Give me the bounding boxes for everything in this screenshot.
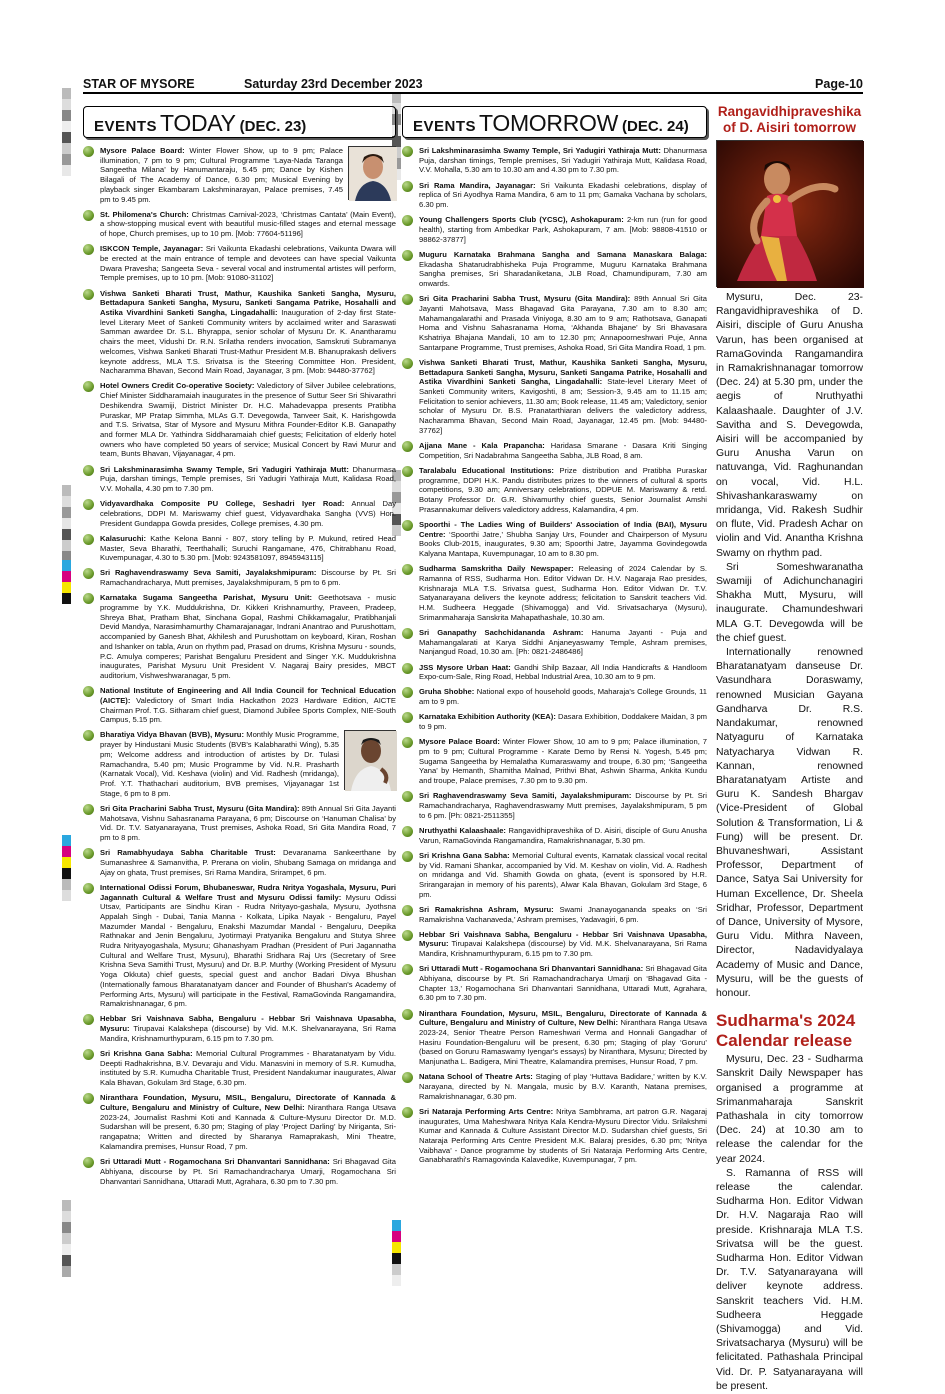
- events-tomorrow-heading: [402, 106, 707, 138]
- dancer-kishen-photo: [348, 146, 396, 200]
- right-column: [716, 104, 863, 1394]
- event-text: [419, 905, 707, 924]
- event-title: Spoorthi - The Ladies Wing of Builders' Association of India (BAI), Mysuru Centre:: [419, 519, 707, 539]
- event-text: [419, 441, 707, 460]
- paper-name: STAR OF MYSORE: [83, 77, 195, 91]
- registration-strip-left-cmyk: [62, 560, 71, 604]
- event-item: [402, 215, 707, 244]
- event-details: Haridasa Smarane - Dasara Kriti Singing Competition, Sri Nadabrahma Sangeetha Sabha, JLB Road, 8 am.: [419, 440, 707, 460]
- event-details: Ekadasha Shatarudrabhisheka Puja Programme, Muguru Karnataka Brahmana Sangha premises, Sri Sharadaniketana, JLB Road, Chamundipuram, 7.30 am onwards.: [419, 259, 707, 288]
- event-text: [419, 250, 707, 289]
- event-item: [402, 1072, 707, 1101]
- event-text: [419, 791, 707, 820]
- event-item: [83, 1014, 396, 1043]
- events-label: EVENTS: [94, 118, 158, 135]
- event-item: [402, 294, 707, 352]
- bullet-icon: [402, 663, 413, 674]
- event-title: National Institute of Engineering and All India Council for Technical Education (AICTE):: [100, 686, 396, 705]
- bullet-icon: [402, 1009, 413, 1020]
- event-item: [402, 358, 707, 436]
- event-item: [83, 1049, 396, 1088]
- bullet-icon: [83, 848, 94, 859]
- event-details: Winter Flower Show, up to 9 pm; Palace illumination, 7 pm to 9 pm; Cultural Programme ‘Laya-Nada Taranga Sangeetha Milana’ by Hanumantaraju, 5.45 pm; Dance by Kishen Bilagali of The Academy of Dance, 6.30 pm; Musical Evening by playback singer Ekambaram Lakshminarayan, Palace premises, 7.45 pm to 9.45 pm.: [100, 146, 343, 204]
- event-title: Vishwa Sanketi Bharati Trust, Mathur, Kaushika Sanketi Sangha, Mysuru, Bettadapura Sanketi Sangha, Mysuru, Sanketi Sangama Patrike, Hosahalli and Astika Vivardhini Sanketi Sangha, Lingadahalli:: [100, 288, 396, 318]
- event-text: [419, 1072, 707, 1101]
- event-details: Sri Vaikunta Ekadashi celebrations, Vaikunta Dwara will be erected at the main entrance of temple and devotees can have special Vaikunta Dwara Pravesha; Sangeeta Seva - several vocal and instrumental artistes will perform, Temple premises, up to 10 pm. [Mob: 91080-31102]: [100, 244, 396, 283]
- event-text: [100, 244, 396, 283]
- event-details: Rangavidhipraveshika of D. Aisiri, disciple of Guru Anusha Varun, RamaGovinda Rangamandira, Ramakrishnanagar, 5.30 pm.: [419, 825, 707, 845]
- event-item: [83, 210, 396, 239]
- event-text: [419, 294, 707, 352]
- event-item: [83, 381, 396, 459]
- event-details: Christmas Carnival-2023, ‘Christmas Cantata’ (Main Event), a show-stopping musical event with beautiful music-filled stages and eternal message of hope, Church premises, up to 10 pm. [Mob: 77604-51196]: [100, 209, 396, 239]
- event-item: [83, 146, 396, 204]
- event-title: St. Philomena's Church:: [100, 209, 189, 219]
- event-details: Niranthara Ranga Utsava 2023-24, Journalist Rashmi Koti and Kannada & Culture-Mysuru Director Dr. M.D. Sudarshan will be present, 6.30 pm; Staging of play ‘Project Darling’ by Niriganta, Sri-rangapatna; Written and directed by Sharanya Ramaprakash, Mini Theatre, Kalamandira premises, Hunsur Road, 7 pm.: [100, 1103, 397, 1151]
- bullet-icon: [402, 358, 413, 369]
- event-text: [419, 181, 707, 210]
- event-details: Discourse by Pt. Sri Ramachandracharya, Mutt premises, Jayalakshmipuram, 5 pm to 6 pm.: [100, 568, 396, 588]
- event-text: [419, 358, 707, 436]
- event-item: [402, 663, 707, 682]
- event-item: [402, 1107, 707, 1165]
- bullet-icon: [83, 465, 94, 476]
- event-item: [402, 791, 707, 820]
- event-text: [100, 1049, 396, 1088]
- event-text: [419, 826, 707, 845]
- event-details: Prize distribution and Pratibha Puraskar programme, DDPI H.K. Pandu distributes prizes to the winners of cultural & sports competitions, 9.30 am; Anniversary celebrations, DDPUE M. Mariswamy & retd. Botany Professor Dr. G.R. Shivamurthy chief guests, Senior Journalist Amshi Prasannakumar delivers valedictory address, Kalamandira, 4 pm.: [419, 465, 707, 514]
- event-title: Ajjana Mane - Kala Prapancha:: [419, 440, 545, 450]
- bullet-icon: [402, 1107, 413, 1118]
- event-details: State-level Literary Meet of Sanketi Community writers, Kavigoshti, 8 am; Session-3, 9.45 am to 11.15 am; Felicitation to senior achievers, 11.30 am; Book release, 11.45 am; Valedictory, senior scholar of Mysuru Dr. B.S. Pranatarthiaran delivers the valedictory address, Nacharamma Bhavan, Second Main Road, Jayanagar, 12.45 pm. [Mob: 94480-37762]: [419, 377, 708, 435]
- bullet-icon: [402, 250, 413, 261]
- event-item: [83, 289, 396, 376]
- event-details: National expo of household goods, Maharaja's College Grounds, 11 am to 9 pm.: [419, 687, 707, 707]
- event-text: [419, 564, 707, 622]
- event-text: [419, 712, 707, 731]
- bullet-icon: [83, 568, 94, 579]
- event-details: 89th Annual Sri Gita Jayanti Mahotsava, Vishnu Sahasranama Parayana, 6 pm; Discourse on ‘Hanuman Chalisa’ by Vid. Dr. T.V. Satyanarayana, Trust premises, Ashoka Road, Sri Gita Mandira Road, 7 pm to 8 pm.: [100, 803, 396, 842]
- event-text: [419, 520, 707, 559]
- events-label: EVENTS: [413, 118, 477, 135]
- bullet-icon: [402, 791, 413, 802]
- event-title: Mysore Palace Board:: [100, 146, 185, 155]
- event-text: [100, 883, 396, 1009]
- events-today-heading: [83, 106, 396, 138]
- bullet-icon: [83, 730, 94, 741]
- event-details: Dhanurmasa Puja, darshan timings, Temple premises, Sri Yadugiri Yathiraja Mutt, Kalidasa Road, V.V. Mohalla, 5.30 am to 10.30 am and 4.30 pm to 7.30 pm.: [419, 146, 707, 175]
- event-details: Dhanurmasa Puja, darshan timings, Temple premises, Sri Yadugiri Yathiraja Mutt, Kalidasa Road, V.V. Mohalla, 4.30 pm to 7.30 pm.: [100, 464, 396, 493]
- event-text: [419, 930, 707, 959]
- event-details: Memorial Cultural events, Karnatak classical vocal recital by Vid. Ramani Shankar, accompanied by Vid. M. Keshav on violin, Vid. A. Radhesh on mridanga and Vid. Shamith Gowda on ghata, (event is sponsored by H.R. Srirangarajan in memory of his parents), Alwar Kala Bhavan, Gokulam 3rd Stage, 6 pm.: [419, 850, 708, 899]
- event-text: [419, 687, 707, 706]
- event-text: [419, 737, 707, 786]
- event-title: Karnataka Exhibition Authority (KEA):: [419, 712, 556, 722]
- event-item: [83, 1157, 396, 1186]
- event-title: Natana School of Theatre Arts:: [419, 1072, 533, 1082]
- bullet-icon: [402, 930, 413, 941]
- sudharma-title: Sudharma's 2024 Calendar release: [716, 1011, 856, 1051]
- event-title: Niranthara Foundation, Mysuru, MSIL, Bengaluru, Directorate of Kannada & Culture, Bengaluru and Ministry of Culture, New Delhi:: [100, 1093, 396, 1113]
- event-details: Hanuma Jayanti - Puja and Mahamangalarati at Karya Siddhi Anjaneyaswamy Temple, Ashram premises, Nanjangud Road, 10.30 am. [Ph: 0821-2486486]: [419, 627, 707, 657]
- bullet-icon: [83, 1014, 94, 1025]
- bullet-icon: [83, 210, 94, 221]
- article-paragraph: Internationally renowned Bharatanatyam danseuse Dr. Vasundhara Doraswamy, renowned Musician Gayana Gandharva Dr. R.S. Nandakumar, renowned Natyaguru of Karnataka Natyacharya Vidwan R. Kannan, renowned Bharatanatyam Artiste and Guru K. Sandesh Bhargav (Vice-President of Global Solution & Transformation, Li & Fung) will be present. Dr. Bhuvaneshwari, Assistant Professor, Department of Dance, Satya Sai University for Human Excellence, Dr. Sheela Sridhar, Professor, Department of Dance, University of Mysore, Guru Vidu. Mithra Naveen, Director, Nadavidyalaya Academy of Music and Dance, Mysuru, will be the guests of honour.: [716, 647, 863, 999]
- article-paragraph: S. Ramanna of RSS will release the calendar. Sudharma Hon. Editor Vidwan Dr. H.V. Nagaraja Rao will preside. Krishnaraja MLA T.S. Srivatsa will be the guest. Sudharma Hon. Editor Vidwan Dr. T.V. Satyanarayana will deliver keynote address. Sanskrit teachers Vid. H.M. Sudheera Heggade (Shivamogga) and Vid. Srivatsacharya (Mysuru) will be felicitated. Pathashala Principal Vid. Dr. P. Satyanarayana will be present.: [716, 1167, 863, 1392]
- dancer-photo: [716, 140, 863, 287]
- event-text: [100, 686, 396, 725]
- event-details: Sri Bhagavad Gita Abhiyana, discourse by Pt. Sri Ramachandracharya Umarji, Rogamochana Sri Dhanvantari Sannidhana, Uttaradi Mutt, Agrahara, 6.30 pm to 7.30 pm.: [100, 1157, 396, 1186]
- event-text: [419, 663, 707, 682]
- bullet-icon: [402, 737, 413, 748]
- event-item: [83, 730, 396, 798]
- bullet-icon: [402, 628, 413, 639]
- tomorrow-date-label: (DEC. 24): [622, 118, 689, 135]
- event-text: [419, 215, 707, 244]
- event-item: [402, 441, 707, 460]
- bullet-icon: [402, 964, 413, 975]
- events-today-column: [83, 106, 396, 1192]
- event-text: [100, 146, 396, 204]
- event-details: Niranthara Ranga Utsava 2023-24, Senior Theatre Person Rameshwari Verma and Honnali Gangadhar of Hasiru Foundation-Bengaluru will be present, 6.30 pm; Staging of play ‘Goruru’ (based on Goruru Ramaswamy Iyengar's essays) by Niranthara, Mysuru; Directed by Manjunatha L. Badigera, Mini Theatre, Kalamandira premises, Hunsur Road, 7 pm.: [419, 1018, 708, 1067]
- bullet-icon: [402, 215, 413, 226]
- event-item: [402, 466, 707, 515]
- event-text: [419, 146, 707, 175]
- event-details: Sri Bhagavad Gita Abhiyana, discourse by Pt. Sri Ramachandracharya Umarji on ‘Bhagavad Gita - Chapter 13,’ Rogamochana Sri Dhanvantari Sannidhana, Uttaradi Mutt, Agrahara, 6.30 pm to 7.30 pm.: [419, 964, 707, 1003]
- event-details: Mysuru Odissi Utsav, Participants are Sindhu Kiran - Rudra Nrityayo-gashala, Mysuru, Jyothsna Appalah Singh - Dubai, Tania Manna - Kolkata, Lipika Nayak - Bengaluru, Payel Mazumder Mandal - Bengaluru, Enakshi Mazumdar Mandal - Bengaluru, Deepika Rathnakar and Jenin Bengaluru, Jyotirmayi Pratyanika Bengaluru and Stutya Shree Rudra Nrityayogashala, Mysuru; Ghanashyam Pradhan (President of Puri Jagannatha Cultural and Welfare Trust, Mysuru), Bharathi Sridhara Raj Urs (Secretary of Sree Krishna Seva Samithi Trust, Mysuru) and Dr. B.P. Murthy (Working President of Mysuru Yoga Okkuta) chief guests, special guest and anchor Badari Divya Bhushan (Internationally famous Bharatanatyam dancer and Founder of Bhushan's Academy of Performing Arts, Mysuru) will participate in the Festival, RamaGovinda Rangamandira, Ramakrishnanagar, 6 pm.: [100, 892, 397, 1009]
- event-title: Muguru Karnataka Brahmana Sangha and Samana Manaskara Balaga:: [419, 249, 707, 259]
- event-text: [419, 628, 707, 657]
- event-item: [402, 1009, 707, 1067]
- registration-strip-left-bottom: [62, 1200, 71, 1277]
- bullet-icon: [402, 520, 413, 531]
- event-text: [419, 466, 707, 515]
- event-title: Sri Gita Pracharini Sabha Trust, Mysuru (Gita Mandira):: [100, 803, 300, 813]
- event-text: [100, 593, 396, 680]
- event-item: [83, 465, 396, 494]
- event-title: Karnataka Sugama Sangeetha Parishat, Mysuru Unit:: [100, 593, 312, 603]
- event-item: [402, 905, 707, 924]
- bullet-icon: [83, 883, 94, 894]
- bullet-icon: [402, 712, 413, 723]
- bullet-icon: [402, 905, 413, 916]
- event-title: JSS Mysore Urban Haat:: [419, 662, 511, 672]
- event-title: Sri Lakshminarasimha Swamy Temple, Sri Yadugiri Yathiraja Mutt:: [419, 146, 661, 155]
- event-details: Memorial Cultural Programmes - Bharatanatyam by Vidu. Deepti Radhakrishna, B.V. Devaraju and Vidu. Manasvini in memory of S.R. Kumudha, instituted by S.R. Kumudha Charitable Trust, President Nandakumar inaugurates, Alwar Kala Bhavan, Gokulam 3rd Stage, 6.30 pm.: [100, 1049, 397, 1088]
- event-item: [402, 964, 707, 1003]
- event-title: Sudharma Samskritha Daily Newspaper:: [419, 564, 574, 574]
- event-title: International Odissi Forum, Bhubaneswar, Rudra Nritya Yogashala, Mysuru, Puri Jagannath Cultural & Welfare Trust and Mysuru Odissi family:: [100, 882, 396, 902]
- page-number: Page-10: [815, 77, 863, 91]
- event-title: Sri Ramakrishna Ashram, Mysuru:: [419, 904, 554, 914]
- bullet-icon: [83, 499, 94, 510]
- event-item: [83, 244, 396, 283]
- event-title: Sri Krishna Gana Sabha:: [100, 1049, 193, 1059]
- event-text: [100, 381, 396, 459]
- event-details: Tirupavai Kalakshepa (discourse) by Vid. M.K. Shelvanarayana, Sri Rama Mandira, Krishnamurthypuram, 6.15 pm to 7.30 pm.: [419, 939, 707, 959]
- tomorrow-label: TOMORROW: [479, 110, 619, 136]
- event-title: Hebbar Sri Vaishnava Sabha, Bengaluru - Hebbar Sri Vaishnava Upasabha, Mysuru:: [100, 1014, 396, 1034]
- event-title: Sri Nataraja Performing Arts Centre:: [419, 1106, 554, 1116]
- event-details: Gandhi Shilp Bazaar, All India Handicrafts & Handloom Expo-cum-Sale, Ring Road, Hebbal Industrial Area, 10.30 am to 9 pm.: [419, 662, 707, 682]
- event-title: Sri Ganapathy Sachchidananda Ashram:: [419, 627, 584, 637]
- event-title: Kalasuruchi:: [100, 533, 146, 543]
- event-item: [402, 181, 707, 210]
- event-item: [402, 737, 707, 786]
- event-details: 2-km run (run for good health), starting from Ambedkar Park, Ashokapuram, 7 am. [Mob: 98808-41510 or 98862-37877]: [419, 215, 707, 244]
- bullet-icon: [402, 294, 413, 305]
- bullet-icon: [83, 686, 94, 697]
- event-title: Hotel Owners Credit Co-operative Society:: [100, 381, 255, 391]
- event-title: Hebbar Sri Vaishnava Sabha, Bengaluru - Hebbar Sri Vaishnava Upasabha, Mysuru:: [419, 929, 707, 949]
- event-item: [402, 851, 707, 900]
- event-title: Vidyavardhaka Composite PU College, Seshadri Iyer Road:: [100, 499, 345, 509]
- registration-strip-left-top: [62, 88, 71, 176]
- event-text: [419, 964, 707, 1003]
- event-item: [402, 628, 707, 657]
- event-details: Dasara Exhibition, Doddakere Maidan, 3 pm to 9 pm.: [419, 712, 707, 732]
- bullet-icon: [402, 181, 413, 192]
- event-title: Sri Gita Pracharini Sabha Trust, Mysuru (Gita Mandira):: [419, 294, 631, 304]
- event-item: [402, 687, 707, 706]
- event-details: Releasing of 2024 Calendar by S. Ramanna of RSS, Sudharma Hon. Editor Vidwan Dr. H.V. Nagaraja Rao presides, Krishnaraja MLA T.S. Srivatsa guest, Sudharma Hon. Editor Vidwan Dr. T.V. Satyanarayana delivers the keynote address; felicitation to Sanskrit teachers Vid. H.M. Sudheera Heggade (Shivamogga) and Vid. Srivatsacharya (Mysuru), Srimanmaharaja Sanskrita Mahapathashale, 10.30 am.: [419, 564, 707, 622]
- musician-prasharth-photo: [344, 730, 396, 790]
- event-title: Sri Uttaradi Mutt - Rogamochana Sri Dhanvantari Sannidhana:: [419, 964, 644, 974]
- event-item: [402, 564, 707, 622]
- event-item: [402, 826, 707, 845]
- bullet-icon: [402, 146, 413, 157]
- event-item: [83, 534, 396, 563]
- event-title: Sri Uttaradi Mutt - Rogamochana Sri Dhanvantari Sannidhana:: [100, 1157, 330, 1167]
- event-text: [419, 851, 707, 900]
- event-text: [100, 848, 396, 877]
- event-text: [100, 534, 396, 563]
- event-title: Young Challengers Sports Club (YCSC), Ashokapuram:: [419, 215, 624, 225]
- registration-strip-left-low: [62, 835, 71, 901]
- event-item: [83, 1093, 396, 1151]
- event-title: Niranthara Foundation, Mysuru, MSIL, Bengaluru, Directorate of Kannada & Culture, Bengaluru and Ministry of Culture, New Delhi:: [419, 1008, 707, 1028]
- bullet-icon: [83, 1049, 94, 1060]
- event-text: [419, 1009, 707, 1067]
- event-text: [100, 289, 396, 376]
- event-item: [83, 593, 396, 680]
- event-details: Tirupavai Kalakshepa (discourse) by Vid. M.K. Shelvanarayana, Sri Rama Mandira, Krishnamurthypuram, 6.15 pm to 7.30 pm.: [100, 1024, 396, 1043]
- event-details: Winter Flower Show, 10 am to 9 pm; Palace illumination, 7 pm to 9 pm; Cultural Programme - Karate Demo by Rensi N. Yogesh, 5.45 pm; Sugama Sangeetha by Hemalatha Kumaraswamy and troupe, 6.30 pm; ‘Sangeetha Yana’ by Hemanth, Shamitha Malnad, Prithvi Bhat, Ashwin Sharma, Ankita Kundu and troupe, Palace premises, 7.30 pm to 9.30 pm.: [419, 737, 707, 786]
- event-details: ‘Spoorthi Jatre,’ Shubha Sanjay Urs, Founder and Chairperson of Mysuru Books Club-2015, inaugurates, 9.30 am; Spoorthi Jatre, Jayamma Govindegowda Kalyana Mantapa, Kuvempunagar, 10 am to 8.30 pm.: [419, 529, 707, 559]
- bullet-icon: [402, 826, 413, 837]
- event-item: [402, 930, 707, 959]
- event-title: Bharatiya Vidya Bhavan (BVB), Mysuru:: [100, 730, 244, 740]
- event-title: Sri Raghavendraswamy Seva Samiti, Jayalakshmipuram:: [100, 568, 317, 578]
- event-details: Sri Vaikunta Ekadashi celebrations, display of replica of Sri Ayodhya Rama Mandira, 6 am to 11 pm; Gamaka Vachana by scholars, 6.30 pm.: [419, 180, 707, 210]
- sudharma-article-body: [716, 1053, 863, 1394]
- event-text: [100, 1014, 396, 1043]
- event-text: [100, 568, 396, 587]
- event-item: [83, 499, 396, 528]
- event-item: [402, 520, 707, 559]
- bullet-icon: [83, 804, 94, 815]
- event-details: Geethotsava - music programme by Y.K. Muddukrishna, Dr. Kikkeri Krishnamurthy, Praveen, Pradeep, Shreya Bhat, Pratham Bhat, Sinchana Gopal, Rashmi Chikkamagalur, Pratibhanjali Devid Mandya, Narasimhamurthy Chamarajanagar, Indrani Anantrao and Purushottam, accompanied by Ganesh Bhat, Akhilesh and Purushottam on keyboard, Kiran, Roshan and Ishanker on tabla, Arun on rhythm pad, Prasad on drums, Krishna Mysuru - sounds, P.C. Amulya comperes; Parishat Bengaluru President and Singer Y.K. Muddukrishna inaugurates, Parishat Mysuru Unit President V. Nagaraj Bairy presides, MBCT auditorium, Vishweshwaranagar, 5 pm.: [100, 593, 396, 680]
- article-paragraph: Mysuru, Dec. 23 - Sudharma Sanskrit Daily Newspaper has organised a programme at Srimanmaharaja Sanskrit Pathashala in city tomorrow (Dec. 24) at 10.30 am to release the calendar for the year 2024.: [716, 1054, 863, 1165]
- event-details: Annual Day celebrations, DDPI M. Mariswamy chief guest, Vidyavardhaka Sangha (VVS) Hon. President Gundappa Gowda presides, College premises, 4.30 pm.: [100, 499, 396, 528]
- bullet-icon: [83, 289, 94, 300]
- event-item: [402, 712, 707, 731]
- today-label: TODAY: [160, 110, 236, 136]
- events-today-list: [83, 146, 396, 1186]
- event-details: 89th Annual Sri Gita Jayanti Mahotsava, Mass Bhagavad Gita Parayana, 7.30 am to 8.30 am; Mahamangalarathi and Prasada Viniyoga, 8.30 am to 9 am; Rathotsava, Ganapati Homa and Vishnu Sahasranama Homa, ‘Akhanda Bhajane’ by Sri Bhavasara Kshatriya Bhajana Mandali, 10 am to 12.30 pm; Annapoorneshwari Puje, Anna Santarpane Programme, Trust premises, Ashoka Road, Sri Gita Mandira Road, 1 pm.: [419, 294, 707, 352]
- bullet-icon: [402, 851, 413, 862]
- article-paragraph: Sri Someshwaranatha Swamiji of Adichunchanagiri Shakha Mutt, Mysuru, will inaugurate. Chamundeshwari MLA G.T. Devegowda will be the chief guest.: [716, 561, 863, 644]
- bullet-icon: [83, 1093, 94, 1104]
- event-text: [100, 465, 396, 494]
- event-item: [83, 883, 396, 1009]
- event-item: [83, 848, 396, 877]
- dance-article-body: [716, 291, 863, 1001]
- event-title: Gruha Shobhe:: [419, 687, 475, 697]
- events-tomorrow-list: [402, 146, 707, 1165]
- event-text: [100, 804, 396, 843]
- event-text: [100, 730, 396, 798]
- dance-article-title: Rangavidhipraveshika of D. Aisiri tomorrow: [717, 104, 862, 135]
- bullet-icon: [83, 534, 94, 545]
- event-details: Discourse by Pt. Sri Ramachandracharya, Raghavendraswamy Mutt premises, Jayalakshmipuram, 5 pm to 6 pm. [Ph: 0821-2511355]: [419, 791, 707, 820]
- bullet-icon: [83, 244, 94, 255]
- registration-strip-mid-cmyk: [392, 1220, 401, 1286]
- issue-date: Saturday 23rd December 2023: [244, 77, 423, 91]
- bullet-icon: [402, 1072, 413, 1083]
- event-details: Swami Jnanayogananda speaks on ‘Sri Ramakrishna Vachanaveda,’ Ashram premises, Yadavagiri, 6 pm.: [419, 904, 707, 924]
- events-tomorrow-column: [402, 106, 707, 1171]
- event-item: [83, 804, 396, 843]
- event-title: Sri Lakshminarasimha Swamy Temple, Sri Yadugiri Yathiraja Mutt:: [100, 464, 349, 474]
- event-details: Nritya Sambhrama, art patron G.R. Nagaraj inaugurates, Uma Maheshwara Nritya Kala Kendra-Mysuru Director Vidu. Srilakshmi Kumar and Kannada & Culture Assistant Director M.D. Sudarshan chief guests, Sri Nataraja Performing Arts Centre President M.K. Balaraj presides, 6.30 pm; ‘Nritya Vaibhava’ - Dance programme by students of Sri Nataraja Performing Arts Centre, Ganabharathi's Ramagovinda Kalavedike, Kuvempunagar, 7 pm.: [419, 1106, 707, 1165]
- event-item: [83, 568, 396, 587]
- event-text: [100, 1157, 396, 1186]
- event-title: Sri Raghavendraswamy Seva Samiti, Jayalakshmipuram:: [419, 791, 632, 801]
- bullet-icon: [402, 564, 413, 575]
- event-title: Sri Rama Mandira, Jayanagar:: [419, 180, 536, 190]
- bullet-icon: [83, 381, 94, 392]
- bullet-icon: [402, 441, 413, 452]
- event-title: Mysore Palace Board:: [419, 737, 500, 747]
- event-item: [402, 250, 707, 289]
- event-details: Staging of play ‘Huttava Badidare,’ written by K.V. Narayana, directed by N. Mangala, music by B.V. Karanth, Natana premises, Ramakrishnanagar, 6.30 pm.: [419, 1072, 707, 1101]
- event-title: Nruthyathi Kalaashaale:: [419, 825, 506, 835]
- bullet-icon: [83, 1157, 94, 1168]
- article-paragraph: Mysuru, Dec. 23- Rangavidhipraveshika of D. Aisiri, disciple of Guru Anusha Varun, has been organised at RamaGovinda Rangamandira in Ramakrishnanagar tomorrow (Dec. 24) at 5.30 pm, under the aegis of Nruthyathi Kalaashaale. Daughter of J.V. Savitha and S. Devegowda, Aisiri will be accompanied by Guru Anusha Varun on natuvanga, Vid. Raghunandan on vocal, Vid. H.L. Shivashankaraswamy on mridanga, Vid. Rakesh Sudhir on flute, Vid. Pradesh Achar on violin and Vid. Anantha Krishna Swamy on rhythm pad.: [716, 292, 863, 559]
- masthead: [83, 76, 863, 94]
- today-date-label: (DEC. 23): [239, 118, 307, 135]
- event-text: [100, 210, 396, 239]
- event-item: [402, 146, 707, 175]
- event-title: Taralabalu Educational Institutions:: [419, 465, 554, 475]
- event-text: [100, 1093, 396, 1151]
- event-text: [419, 1107, 707, 1165]
- event-details: Monthly Music Programme, prayer by Hindustani Music Students (BVB's Kalabharathi Wing), 5.35 pm; Welcome address and introduction of artistes by Dr. Tulasi Ramachandra, 5.40 pm; Music Programme by Vid. N.R. Prasharth (Karnatak Vocal), Vid. Keshava (violin) and Vid. Radhesh (mridanga), Prof. Y.T. Thathachari auditorium, BVB premises, Vijayanagar 1st Stage, 6 pm to 8 pm.: [100, 730, 339, 798]
- event-details: Valedictory of Silver Jubilee celebrations, Chief Minister Siddharamaiah inaugurates in the presence of Suttur Seer Sri Shivarathri Deshikendra Swamiji, District Minister Dr. H.C. Mahadevappa presents Pratibha Puraskar, MP Pratap Simmha, MLAs G.T. Devegowda, Tanveer Sait, K. Harishgowda and T.S. Srivatsa, Star of Mysore and Mysuru Mithra Founder-Editor K.B. Ganapathy and former MLA Dr. Yathindra Siddharamaiah chief guests; Felicitation of elderly hotel owners who have completed 50 years of service; Musical Concert by Ravi Murur and team, Bunts Bhavan, Vijayanagar, 4 pm.: [100, 381, 396, 459]
- event-item: [83, 686, 396, 725]
- bullet-icon: [83, 146, 94, 157]
- event-title: Sri Krishna Gana Sabha:: [419, 850, 510, 860]
- event-details: Valedictory of Smart India Hackathon 2023 Hardware Edition, AICTE Chairman Prof. T.G. Sitharam chief guest, Diamond Jubilee Sports Complex, NIE-South Campus, 5.15 pm.: [100, 695, 396, 725]
- event-details: Devaranama Sankeerthane by Sumanashree & Samanvitha, P. Prerana on violin, Shubang Samaga on mridanga and Ajay on ghata, Trust premises, Sri Rama Mandira, Srirampet, 6 pm.: [100, 848, 396, 877]
- event-title: Sri Ramabhyudaya Sabha Charitable Trust:: [100, 848, 276, 858]
- dancer-illustration: [717, 141, 864, 288]
- registration-strip-left-mid: [62, 485, 71, 562]
- event-title: Vishwa Sanketi Bharati Trust, Mathur, Kaushika Sanketi Sangha, Mysuru, Bettadapura Sanketi Sangha, Mysuru, Sanketi Sangama Patrike, Hosahalli and Astika Vivardhini Sanketi Sangha, Lingadahalli:: [419, 357, 707, 387]
- bullet-icon: [402, 466, 413, 477]
- bullet-icon: [83, 593, 94, 604]
- event-title: ISKCON Temple, Jayanagar:: [100, 244, 204, 254]
- event-text: [100, 499, 396, 528]
- event-details: Inauguration of 2-day first State-level Literary Meet of Sanketi Community writers by acclaimed writer and Saraswati Samman awardee Dr. S.L. Bhyrappa, senior scholar of Mysuru Dr. K. Anantharamu chairs the meet, Vidushi Dr. R.N. Srilatha renders invocation, Samskruti Subramanya welcomes, Vishwa Sanketi Bharati Trust-Mathur President M.B. Bhanuprakash delivers keynote address, MLA T.S. Srivatsa is the Steering Committee Hon. President, Nacharamma Bhavan, Second Main Road, Jayanagar, 3 pm. [Mob: 94480-37762]: [100, 308, 397, 376]
- bullet-icon: [402, 687, 413, 698]
- event-details: Kathe Kelona Banni - 807, story telling by P. Mukund, retired Head Master, Seva Bharathi, Teerthahalli; Suruchi Rangamane, 476, Chitrabhanu Road, Kuvempunagar, 4.30 to 5.30 pm. [Mob: 9243581097, 8945943115]: [100, 533, 396, 563]
